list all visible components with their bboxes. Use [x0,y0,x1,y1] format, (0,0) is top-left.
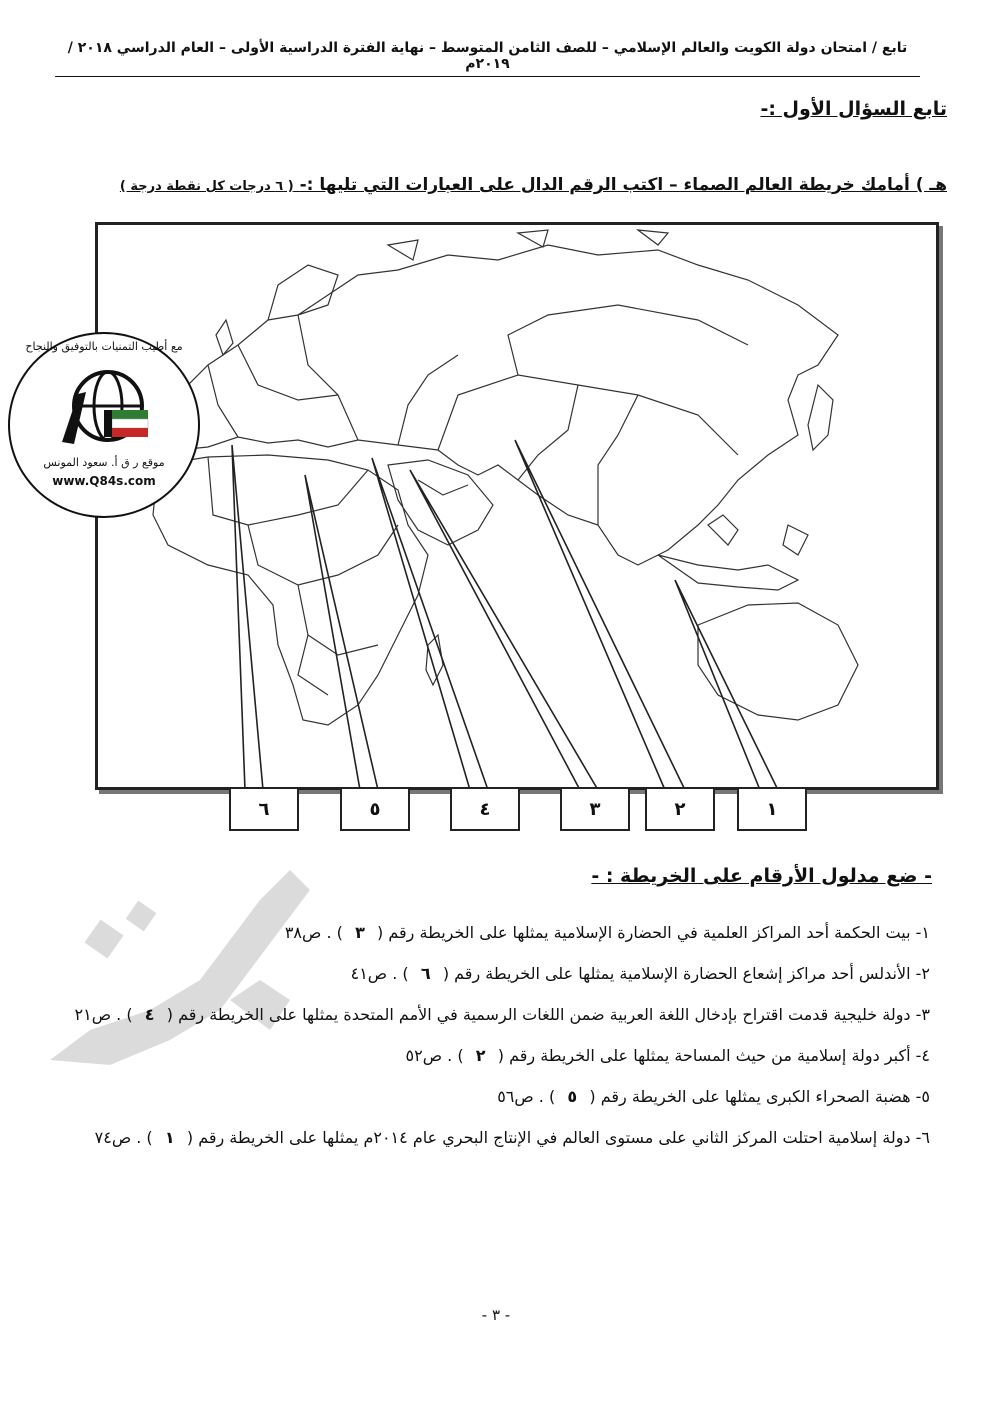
list-item [35,963,930,985]
item-answer: ٢ [475,1046,486,1065]
item-ref: ) . ص٢١ [74,1005,133,1024]
answer-list [35,922,930,1168]
item-text: ١- بيت الحكمة أحد المراكز العلمية في الحضارة الإسلامية يمثلها على الخريطة رقم ( [377,923,930,942]
map-box-2: ٢ [645,787,715,831]
item-ref: ) . ص٧٤ [94,1128,153,1147]
map-box-1: ١ [737,787,807,831]
item-ref: ) . ص٥٢ [405,1046,464,1065]
list-item [35,1045,930,1067]
list-item [35,922,930,944]
item-text: ٣- دولة خليجية قدمت اقتراح بإدخال اللغة العربية ضمن اللغات الرسمية في الأمم المتحدة يمثلها على الخريطة رقم ( [166,1005,930,1024]
instructions-heading: - ضع مدلول الأرقام على الخريطة : - [591,865,932,887]
stamp-ring-text: مع أطيب التمنيات بالتوفيق والنجاح [25,340,183,353]
map-outline [98,225,936,787]
question-marks: ( ٦ درجات كل نقطة درجة ) [119,179,294,194]
map-box-3: ٣ [560,787,630,831]
item-ref: ) . ص٥٦ [497,1087,556,1106]
item-text: ٢- الأندلس أحد مراكز إشعاع الحضارة الإسلامية يمثلها على الخريطة رقم ( [442,964,930,983]
question-line [120,175,947,195]
item-text: ٥- هضبة الصحراء الكبرى يمثلها على الخريطة رقم ( [589,1087,930,1106]
item-ref: ) . ص٤١ [350,964,409,983]
stamp-url: www.Q84s.com [52,474,156,488]
item-text: ٤- أكبر دولة إسلامية من حيث المساحة يمثلها على الخريطة رقم ( [497,1046,930,1065]
map-box-4: ٤ [450,787,520,831]
exam-header: تابع / امتحان دولة الكويت والعالم الإسلامي – للصف الثامن المتوسط – نهاية الفترة الدراسية الأولى – العام الدراسي ٢٠١٨ / ٢٠١٩م [55,40,920,77]
item-answer: ٣ [355,923,365,942]
site-stamp [8,332,200,518]
section-continuation: تابع السؤال الأول :- [760,98,947,120]
item-answer: ٤ [144,1005,155,1024]
list-item [35,1004,930,1026]
list-item [35,1127,930,1149]
blank-world-map [95,222,939,790]
map-box-5: ٥ [340,787,410,831]
item-ref: ) . ص٣٨ [284,923,343,942]
map-box-6: ٦ [229,787,299,831]
item-answer: ٥ [567,1087,578,1106]
list-item [35,1086,930,1108]
page-number: - ٣ - [481,1306,511,1324]
stamp-site-text: موقع ر ق أ. سعود المونس [43,456,165,469]
item-answer: ٦ [420,964,431,983]
question-text: هـ ) أمامك خريطة العالم الصماء – اكتب الرقم الدال على العبارات التي تليها :- [299,175,947,195]
item-text: ٦- دولة إسلامية احتلت المركز الثاني على مستوى العالم في الإنتاج البحري عام ٢٠١٤م يمثلها على الخريطة رقم ( [186,1128,930,1147]
item-answer: ١ [164,1128,175,1147]
globe-flag-icon [56,364,152,450]
